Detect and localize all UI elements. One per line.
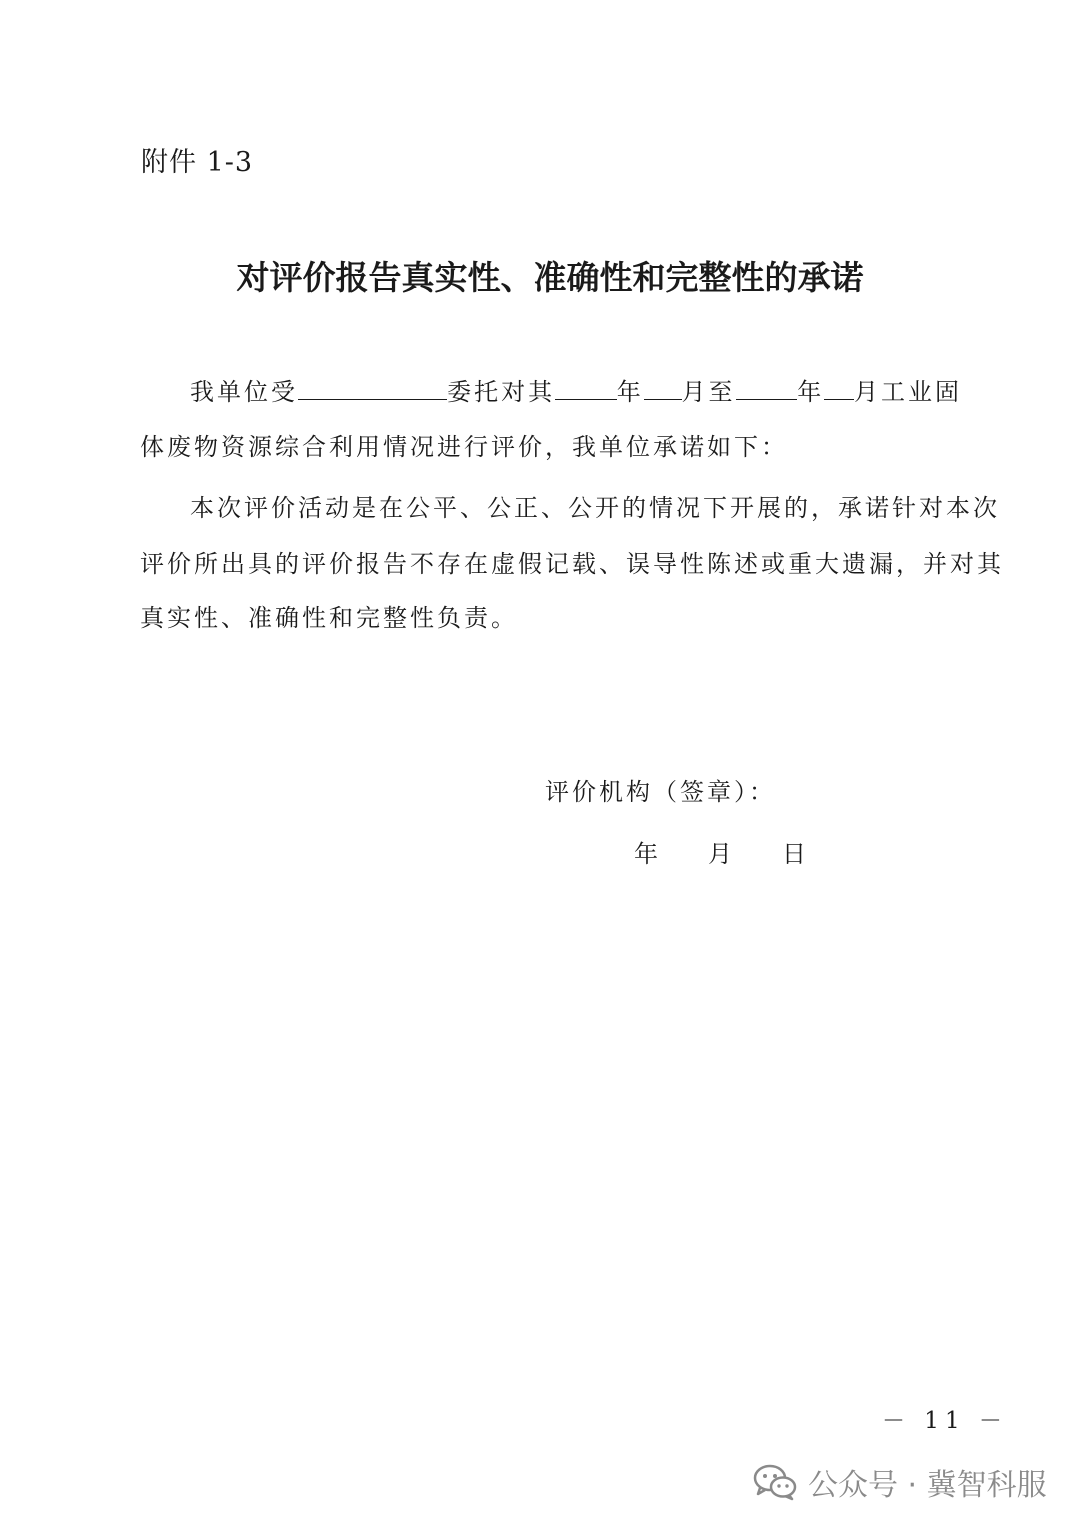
wechat-icon (752, 1463, 798, 1501)
text-part: 年 (797, 378, 825, 406)
text-part: 月工业固 (854, 378, 963, 406)
page-number: － 11 － (882, 1408, 1008, 1434)
year-label: 年 (634, 840, 658, 868)
signature-label: 评价机构（签章）： (545, 778, 776, 806)
end-year-blank (736, 377, 798, 400)
text-part: 我单位受 (190, 378, 298, 406)
start-year-blank (555, 377, 617, 400)
entrusting-party-blank (298, 377, 447, 400)
attachment-label: 附件 1-3 (141, 147, 254, 178)
day-label: 日 (782, 840, 806, 868)
text-part: 月至 (681, 378, 736, 406)
text-part: 委托对其 (447, 378, 556, 406)
paragraph2-line2: 评价所出具的评价报告不存在虚假记载、误导性陈述或重大遗漏，并对其 (140, 550, 1004, 578)
month-label: 月 (708, 840, 732, 868)
paragraph2-line1: 本次评价活动是在公平、公正、公开的情况下开展的，承诺针对本次 (190, 494, 1000, 522)
text-part: 年 (616, 378, 644, 406)
paragraph1-line1 (190, 372, 962, 407)
watermark (752, 1460, 1047, 1504)
document-title: 对评价报告真实性、准确性和完整性的承诺 (236, 258, 864, 297)
watermark-text: 公众号 · 冀智科服 (808, 1468, 1047, 1503)
start-month-blank (644, 377, 682, 400)
paragraph2-line3: 真实性、准确性和完整性负责。 (140, 604, 518, 632)
end-month-blank (824, 377, 854, 400)
paragraph1-line2: 体废物资源综合利用情况进行评价，我单位承诺如下： (140, 433, 788, 461)
signature-date (634, 834, 806, 869)
